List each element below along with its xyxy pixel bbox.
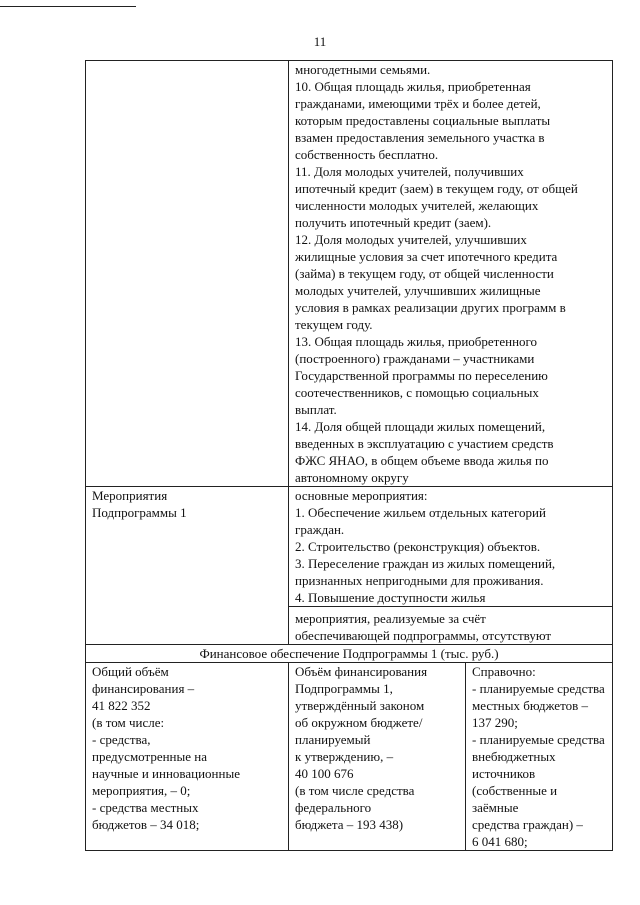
text-line: признанных непригодными для проживания. [295,573,544,588]
text-line: финансирования – [92,681,195,696]
text-line: собственность бесплатно. [295,147,439,162]
text-line: 2. Строительство (реконструкция) объектов. [295,539,541,554]
text-line: бюджетов – 34 018; [92,817,200,832]
finance-reference-list [472,663,606,850]
indicators-cell [289,61,613,487]
text-line: - планируемые средства [472,681,605,696]
text-line: (займа) в текущем году, от общей численности [295,266,554,281]
text-line: Государственной программы по переселению [295,368,548,383]
text-line: внебюджетных [472,749,556,764]
text-line: 10. Общая площадь жилья, приобретенная [295,79,531,94]
finance-total-list [92,663,282,833]
activities-row [86,487,613,607]
text-line: получить ипотечный кредит (заем). [295,215,492,230]
passport-table [85,60,613,851]
text-line: научные и инновационные [92,766,240,781]
text-line: граждан. [295,522,345,537]
text-line: об окружном бюджете/ [295,715,423,730]
activities-extra-cell [289,607,613,645]
text-line: которым предоставлены социальные выплаты [295,113,551,128]
indicators-row [86,61,613,487]
text-line: 6 041 680; [472,834,528,849]
text-line: жилищные условия за счет ипотечного кредита [295,249,558,264]
finance-approved-list [295,663,459,833]
text-line: 137 290; [472,715,518,730]
text-line: условия в рамках реализации других программ в [295,300,566,315]
text-line: средства граждан) – [472,817,583,832]
finance-reference-cell [466,663,613,851]
text-line: - средства, [92,732,151,747]
text-line: основные мероприятия: [295,488,428,503]
text-line: Объём финансирования [295,664,428,679]
text-line: предусмотренные на [92,749,208,764]
text-line: ипотечный кредит (заем) в текущем году, от общей [295,181,578,196]
indicators-list [295,61,606,486]
text-line: (построенного) гражданами – участниками [295,351,535,366]
text-line: Общий объём [92,664,169,679]
text-line: автономному округу [295,470,409,485]
text-line: 13. Общая площадь жилья, приобретенного [295,334,538,349]
activities-main-cell [289,487,613,607]
text-line: молодых учителей, улучшивших жилищные [295,283,541,298]
indicators-label-cell [86,61,289,487]
finance-row [86,663,613,851]
text-line: 12. Доля молодых учителей, улучшивших [295,232,527,247]
text-line: многодетными семьями. [295,62,431,77]
activities-main-list [295,487,606,606]
text-line: обеспечивающей подпрограммы, отсутствуют [295,628,552,643]
text-line: 1. Обеспечение жильем отдельных категорий [295,505,546,520]
finance-header: Финансовое обеспечение Подпрограммы 1 (тыс. руб.) [86,645,613,663]
text-line: утверждённый законом [295,698,425,713]
activities-label [92,487,282,521]
page-number: 11 [313,34,327,49]
text-line: 14. Доля общей площади жилых помещений, [295,419,546,434]
text-line: (собственные и заёмные [472,783,558,815]
text-line: бюджета – 193 438) [295,817,404,832]
text-line: Подпрограммы 1 [92,505,187,520]
text-line: взамен предоставления земельного участка в [295,130,545,145]
text-line: текущем году. [295,317,373,332]
text-line: 40 100 676 [295,766,354,781]
text-line: - планируемые средства [472,732,605,747]
text-line: соотечественников, с помощью социальных [295,385,539,400]
text-line: Справочно: [472,664,536,679]
text-line: - средства местных [92,800,199,815]
text-line: местных бюджетов – [472,698,588,713]
activities-extra-list [295,610,606,644]
text-line: гражданами, имеющими трёх и более детей, [295,96,541,111]
text-line: 4. Повышение доступности жилья [295,590,486,605]
text-line: Мероприятия [92,488,168,503]
text-line: мероприятия, – 0; [92,783,191,798]
text-line: 11. Доля молодых учителей, получивших [295,164,524,179]
text-line: выплат. [295,402,337,417]
text-line: Подпрограммы 1, [295,681,393,696]
text-line: 41 822 352 [92,698,151,713]
corner-rule [0,6,136,7]
finance-total-cell [86,663,289,851]
text-line: численности молодых учителей, желающих [295,198,539,213]
activities-label-cell [86,487,289,645]
text-line: введенных в эксплуатацию с участием средств [295,436,554,451]
text-line: к утверждению, – [295,749,394,764]
text-line: 3. Переселение граждан из жилых помещений, [295,556,556,571]
text-line: источников [472,766,536,781]
text-line: ФЖС ЯНАО, в общем объеме ввода жилья по [295,453,549,468]
finance-approved-cell [289,663,466,851]
text-line: (в том числе средства [295,783,415,798]
text-line: (в том числе: [92,715,165,730]
text-line: планируемый [295,732,371,747]
finance-header-row [86,645,613,663]
text-line: мероприятия, реализуемые за счёт [295,611,486,626]
text-line: федерального [295,800,372,815]
